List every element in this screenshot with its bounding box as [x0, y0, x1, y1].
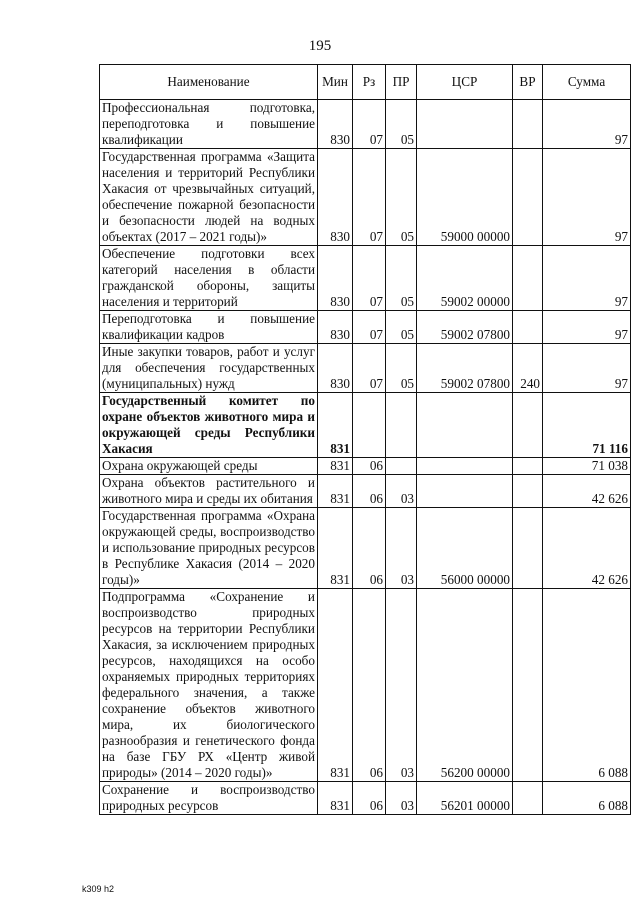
cell-min: 830 [318, 149, 353, 246]
cell-min: 831 [318, 508, 353, 589]
cell-sum: 71 038 [543, 458, 631, 475]
table-row [100, 246, 631, 311]
header-min: Мин [318, 65, 353, 100]
header-name: Наименование [100, 65, 318, 100]
cell-pr: 03 [386, 475, 417, 508]
table-row [100, 589, 631, 782]
table-row [100, 393, 631, 458]
cell-sum: 97 [543, 344, 631, 393]
header-rz: Рз [353, 65, 386, 100]
cell-name: Обеспечение подготовки всех категорий населения в области гражданской обороны, защиты населения и территорий [100, 246, 318, 311]
cell-rz: 06 [353, 782, 386, 815]
cell-pr: 03 [386, 589, 417, 782]
cell-sum: 71 116 [543, 393, 631, 458]
table-row [100, 508, 631, 589]
table-row [100, 458, 631, 475]
cell-vr [513, 589, 543, 782]
cell-min: 830 [318, 311, 353, 344]
cell-csr: 59002 07800 [417, 344, 513, 393]
cell-min: 830 [318, 100, 353, 149]
cell-vr [513, 458, 543, 475]
cell-pr: 05 [386, 344, 417, 393]
cell-rz: 06 [353, 508, 386, 589]
cell-rz: 06 [353, 458, 386, 475]
cell-csr [417, 393, 513, 458]
cell-rz: 06 [353, 475, 386, 508]
cell-vr [513, 311, 543, 344]
table-row [100, 149, 631, 246]
cell-rz: 07 [353, 344, 386, 393]
page-number: 195 [308, 38, 332, 54]
table-row [100, 344, 631, 393]
cell-csr: 56201 00000 [417, 782, 513, 815]
header-csr: ЦСР [417, 65, 513, 100]
cell-name: Профессиональная подготовка, переподготовка и повышение квалификации [100, 100, 318, 149]
cell-min: 831 [318, 393, 353, 458]
cell-name: Государственная программа «Защита населения и территорий Республики Хакасия от чрезвычайных ситуаций, обеспечение пожарной безопасности и безопасности людей на водных объектах (2017 – 2021 годы)» [100, 149, 318, 246]
cell-vr [513, 100, 543, 149]
header-pr: ПР [386, 65, 417, 100]
footer-code: k309 h2 [82, 884, 115, 894]
header-vr: ВР [513, 65, 543, 100]
cell-csr [417, 458, 513, 475]
cell-pr: 05 [386, 100, 417, 149]
cell-vr: 240 [513, 344, 543, 393]
cell-vr [513, 782, 543, 815]
cell-pr: 05 [386, 149, 417, 246]
cell-name: Охрана объектов растительного и животного мира и среды их обитания [100, 475, 318, 508]
cell-pr: 03 [386, 508, 417, 589]
cell-min: 831 [318, 782, 353, 815]
cell-sum: 97 [543, 311, 631, 344]
cell-sum: 42 626 [543, 508, 631, 589]
cell-name: Подпрограмма «Сохранение и воспроизводство природных ресурсов на территории Республики Хакасия, за исключением природных ресурсов, находящихся на особо охраняемых природных территориях федерального значения, а также сохранение объектов животного мира, их биологического разнообразия и генетического фонда на базе ГБУ РХ «Центр живой природы» (2014 – 2020 годы)» [100, 589, 318, 782]
cell-sum: 97 [543, 246, 631, 311]
table-row [100, 100, 631, 149]
cell-name: Охрана окружающей среды [100, 458, 318, 475]
table-row [100, 475, 631, 508]
cell-rz: 06 [353, 589, 386, 782]
header-row [100, 65, 631, 100]
cell-pr [386, 393, 417, 458]
cell-pr: 03 [386, 782, 417, 815]
cell-name: Государственная программа «Охрана окружающей среды, воспроизводство и использование природных ресурсов в Республике Хакасия (2014 – 2020 годы)» [100, 508, 318, 589]
cell-rz: 07 [353, 100, 386, 149]
cell-min: 831 [318, 458, 353, 475]
cell-pr [386, 458, 417, 475]
cell-vr [513, 475, 543, 508]
cell-rz: 07 [353, 149, 386, 246]
cell-min: 831 [318, 475, 353, 508]
cell-vr [513, 508, 543, 589]
cell-name: Государственный комитет по охране объектов животного мира и окружающей среды Республики Хакасия [100, 393, 318, 458]
table-row [100, 782, 631, 815]
cell-name: Переподготовка и повышение квалификации кадров [100, 311, 318, 344]
cell-rz: 07 [353, 246, 386, 311]
cell-name: Сохранение и воспроизводство природных ресурсов [100, 782, 318, 815]
cell-name: Иные закупки товаров, работ и услуг для обеспечения государственных (муниципальных) нужд [100, 344, 318, 393]
cell-pr: 05 [386, 311, 417, 344]
budget-table [99, 64, 631, 815]
cell-sum: 6 088 [543, 589, 631, 782]
cell-csr: 59002 07800 [417, 311, 513, 344]
cell-vr [513, 149, 543, 246]
cell-sum: 42 626 [543, 475, 631, 508]
cell-csr: 56000 00000 [417, 508, 513, 589]
cell-min: 831 [318, 589, 353, 782]
cell-vr [513, 246, 543, 311]
header-sum: Сумма [543, 65, 631, 100]
cell-csr: 56200 00000 [417, 589, 513, 782]
cell-rz: 07 [353, 311, 386, 344]
cell-rz [353, 393, 386, 458]
cell-pr: 05 [386, 246, 417, 311]
cell-vr [513, 393, 543, 458]
cell-csr: 59000 00000 [417, 149, 513, 246]
cell-min: 830 [318, 246, 353, 311]
cell-sum: 97 [543, 149, 631, 246]
table-row [100, 311, 631, 344]
cell-csr [417, 100, 513, 149]
cell-sum: 6 088 [543, 782, 631, 815]
cell-min: 830 [318, 344, 353, 393]
cell-sum: 97 [543, 100, 631, 149]
table-body [100, 100, 631, 815]
cell-csr [417, 475, 513, 508]
cell-csr: 59002 00000 [417, 246, 513, 311]
